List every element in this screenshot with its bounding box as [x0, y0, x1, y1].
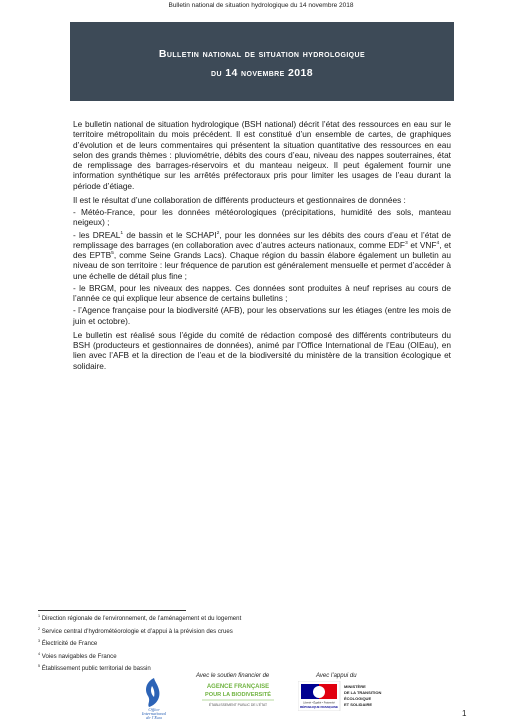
- footnote-ref-2: 2: [216, 229, 220, 236]
- ministry-logo: [298, 681, 384, 711]
- svg-text:POUR LA BIODIVERSITÉ: POUR LA BIODIVERSITÉ: [205, 692, 271, 698]
- afb-logo: [196, 680, 280, 710]
- title-line-2: du 14 novembre 2018: [211, 67, 313, 79]
- footnote-1: $^1$ Direction régionale de l’environnement, de l’aménagement et du logement: [38, 613, 242, 622]
- svg-text:ET SOLIDAIRE: ET SOLIDAIRE: [344, 702, 373, 707]
- title-banner: [70, 22, 454, 101]
- oieau-logo: [134, 676, 174, 720]
- intro-paragraph: Le bulletin national de situation hydrologique (BSH national) décrit l’état des ressources en eau sur le territoire métropolitain du mois précédent. Il est constitué d’un ensemble de cartes, de graphiques d’évolution et de leurs commentaires qui présentent la situation quantitative des ressources en eau selon des grands thèmes : pluviométrie, débits des cours d’eau, niveau des nappes souterraines, état de remplissage des barrages-réservoirs et du manteau neigeux. Il peut également fournir une information synthétique sur les arrêtés préfectoraux pris pour limiter les usages de l’eau durant la période d’étiage.: [73, 119, 451, 191]
- running-header: Bulletin national de situation hydrologique du 14 novembre 2018: [168, 2, 354, 9]
- title-line-1: Bulletin national de situation hydrologique: [158, 48, 366, 60]
- svg-text:RÉPUBLIQUE FRANÇAISE: RÉPUBLIQUE FRANÇAISE: [299, 705, 339, 709]
- page-number: 1: [462, 709, 467, 718]
- svg-text:MINISTÈRE: MINISTÈRE: [344, 684, 366, 689]
- editorial-paragraph: Le bulletin est réalisé sous l’égide du comité de rédaction composé des différents contributeurs du BSH (producteurs et gestionnaires de données), animé par l’Office International de l’Eau (OIEau), en lien avec l’AFB et la direction de l’eau et de la biodiversité du ministère de la transition écologique et solidaire.: [73, 329, 451, 371]
- footnote-ref-5: 5: [111, 250, 114, 257]
- svg-text:ÉCOLOGIQUE: ÉCOLOGIQUE: [344, 696, 372, 701]
- contributor-item-dreal: - les DREAL$^1$ de bassin et le SCHAPI$^2$, pour les données sur les débits des cours d’eau et l’état de remplissage des barrages (en collaboration avec d’autres acteurs nationaux, comme EDF$^3$ et VNF$^4$, et des EPTB$^5$, comme Seine Grands Lacs). Chaque région du bassin élabore également un bulletin au niveau de son territoire : leur fréquence de parution est généralement mensuelle et permet d’accéder à une échelle de détail plus fine ;: [73, 229, 452, 281]
- footnote-5: $^5$ Établissement public territorial de bassin: [38, 663, 151, 672]
- financial-support-label: Avec le soutien financier de: [196, 673, 270, 679]
- contributor-item-afb: - l’Agence française pour la biodiversité (AFB), pour les observations sur les étiages (entre les mois de juin et octobre).: [73, 305, 451, 326]
- footnote-4: $^4$ Voies navigables de France: [38, 651, 117, 660]
- footnote-ref-1: 1: [120, 229, 124, 236]
- svg-text:DE LA TRANSITION: DE LA TRANSITION: [344, 690, 382, 695]
- collaboration-paragraph: Il est le résultat d’une collaboration de différents producteurs et gestionnaires de données :: [73, 194, 406, 205]
- ministry-support-label: Avec l’appui du: [316, 673, 357, 679]
- footnotes: [38, 613, 458, 676]
- contributor-item-brgm: - le BRGM, pour les niveaux des nappes. Ces données sont produites à neuf reprises au cours de l’année ce qui explique leur absence de certains bulletins ;: [73, 282, 451, 303]
- svg-text:Liberté • Égalité • Fraternité: Liberté • Égalité • Fraternité: [303, 701, 335, 705]
- svg-text:Office: Office: [148, 707, 160, 712]
- body-text: [73, 119, 451, 375]
- footnote-2: $^2$ Service central d’hydrométéorologie et d’appui à la prévision des crues: [38, 626, 233, 635]
- svg-text:AGENCE FRANÇAISE: AGENCE FRANÇAISE: [206, 684, 270, 690]
- footnote-ref-4: 4: [436, 239, 440, 246]
- svg-text:International: International: [141, 711, 167, 716]
- svg-text:ÉTABLISSEMENT PUBLIC DE L’ÉTAT: ÉTABLISSEMENT PUBLIC DE L’ÉTAT: [208, 703, 268, 707]
- svg-text:de l’Eau: de l’Eau: [146, 715, 162, 720]
- footnote-ref-3: 3: [405, 239, 408, 246]
- footnote-separator: [38, 610, 186, 611]
- contributor-item-meteo: - Météo-France, pour les données météorologiques (précipitations, humidité des sols, manteau neigeux) ;: [73, 207, 451, 228]
- footnote-3: $^3$ Électricité de France: [38, 638, 98, 647]
